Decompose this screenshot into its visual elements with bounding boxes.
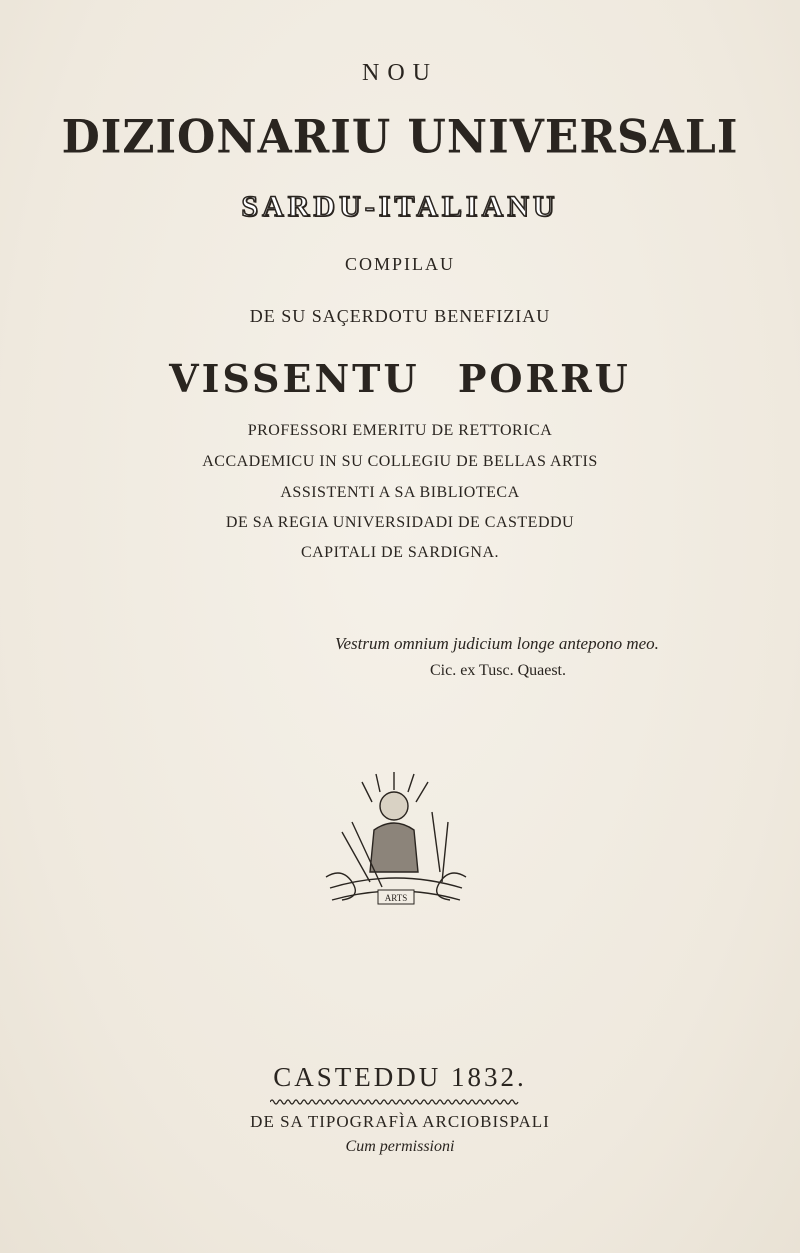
wavy-rule — [270, 1098, 530, 1106]
epigraph-source: Cic. ex Tusc. Quaest. — [430, 662, 566, 679]
printer-vignette-icon — [322, 772, 470, 914]
title-prefix: NOU — [362, 60, 438, 86]
printer-name: DE SA TIPOGRAFÌA ARCIOBISPALI — [250, 1112, 550, 1131]
author-role: DE SU SAÇERDOTU BENEFIZIAU — [249, 306, 551, 326]
subtitle: SARDU-ITALIANU — [241, 190, 559, 223]
credential-line: CAPITALI DE SARDIGNA. — [300, 544, 500, 561]
credential-line: ASSISTENTI A SA BIBLIOTECA — [280, 484, 520, 501]
compiled-label: COMPILAU — [344, 254, 455, 274]
credential-line: ACCADEMICU IN SU COLLEGIU DE BELLAS ARTIS — [202, 453, 598, 470]
credential-line: DE SA REGIA UNIVERSIDADI DE CASTEDDU — [225, 514, 575, 531]
permission-note: Cum permissioni — [345, 1138, 455, 1155]
imprint-place-year: CASTEDDU 1832. — [273, 1062, 527, 1092]
epigraph: Vestrum omnium judicium longe antepono meo. — [335, 634, 659, 653]
main-title: DIZIONARIU UNIVERSALI — [61, 110, 739, 165]
credential-line: PROFESSORI EMERITU DE RETTORICA — [247, 422, 553, 439]
author-name: VISSENTU PORRU — [169, 356, 631, 401]
vignette-label: ARTS — [384, 893, 408, 903]
